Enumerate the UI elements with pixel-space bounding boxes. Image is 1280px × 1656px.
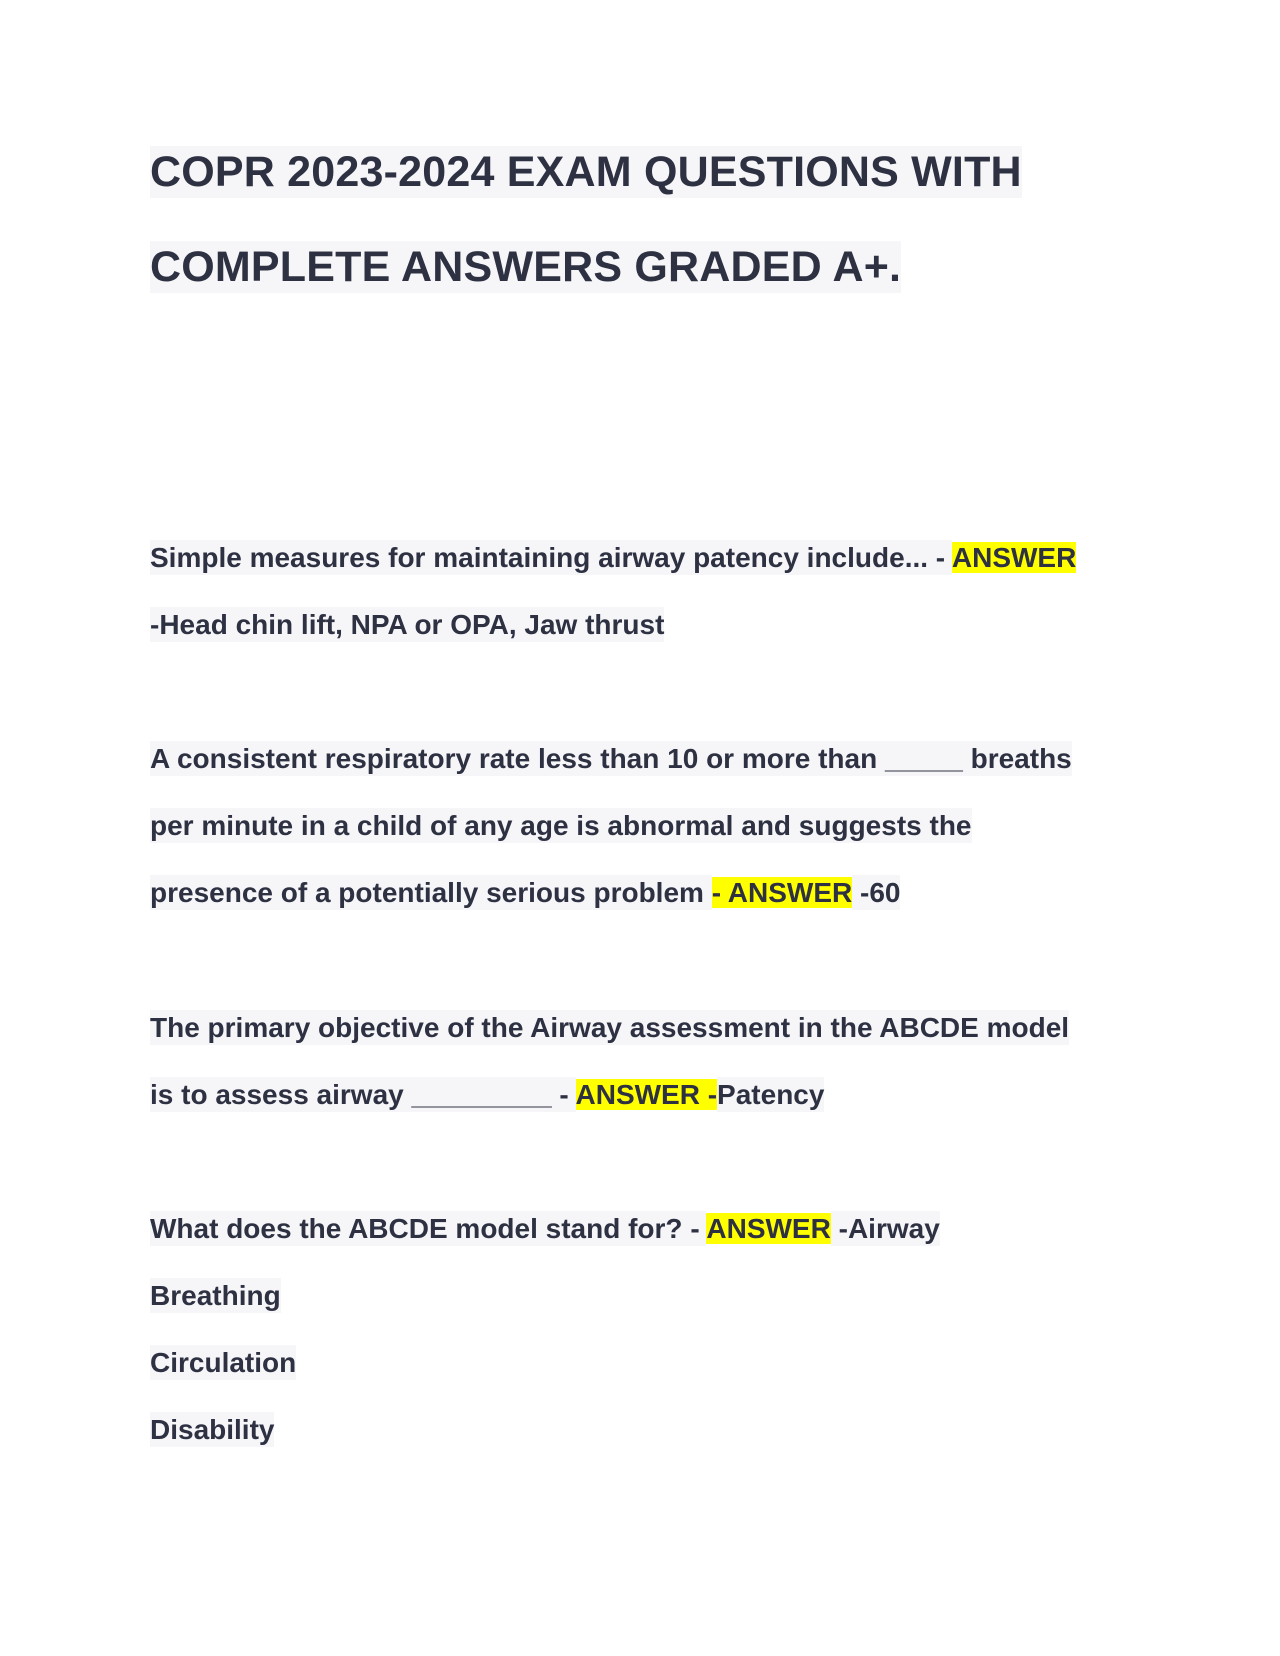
answer-1: -Head chin lift, NPA or OPA, Jaw thrust: [150, 609, 665, 640]
answer-highlight: ANSWER: [951, 542, 1077, 573]
question-2-line-2: per minute in a child of any age is abnormal and suggests the: [150, 810, 972, 841]
question-1-line-1: Simple measures for maintaining airway patency include... - ANSWER: [150, 542, 1077, 573]
answer-4-item-disability: Disability: [150, 1414, 275, 1445]
question-3-line-2: is to assess airway _________ - ANSWER -Patency: [150, 1079, 825, 1110]
question-3-line-1: The primary objective of the Airway assessment in the ABCDE model: [150, 1012, 1070, 1043]
answer-highlight: ANSWER -: [575, 1079, 718, 1110]
question-2-line-1: A consistent respiratory rate less than 10 or more than _____ breaths: [150, 743, 1072, 774]
answer-4-item-breathing: Breathing: [150, 1280, 281, 1311]
document-title-line-1: COPR 2023-2024 EXAM QUESTIONS WITH: [150, 148, 1022, 196]
answer-highlight: ANSWER: [706, 1213, 831, 1244]
answer-4-item-circulation: Circulation: [150, 1347, 297, 1378]
question-4-line-1: What does the ABCDE model stand for? - ANSWER -Airway: [150, 1213, 940, 1244]
document-title-line-2: COMPLETE ANSWERS GRADED A+.: [150, 243, 902, 291]
question-2-line-3: presence of a potentially serious problem - ANSWER -60: [150, 877, 901, 908]
answer-highlight: - ANSWER: [711, 877, 853, 908]
